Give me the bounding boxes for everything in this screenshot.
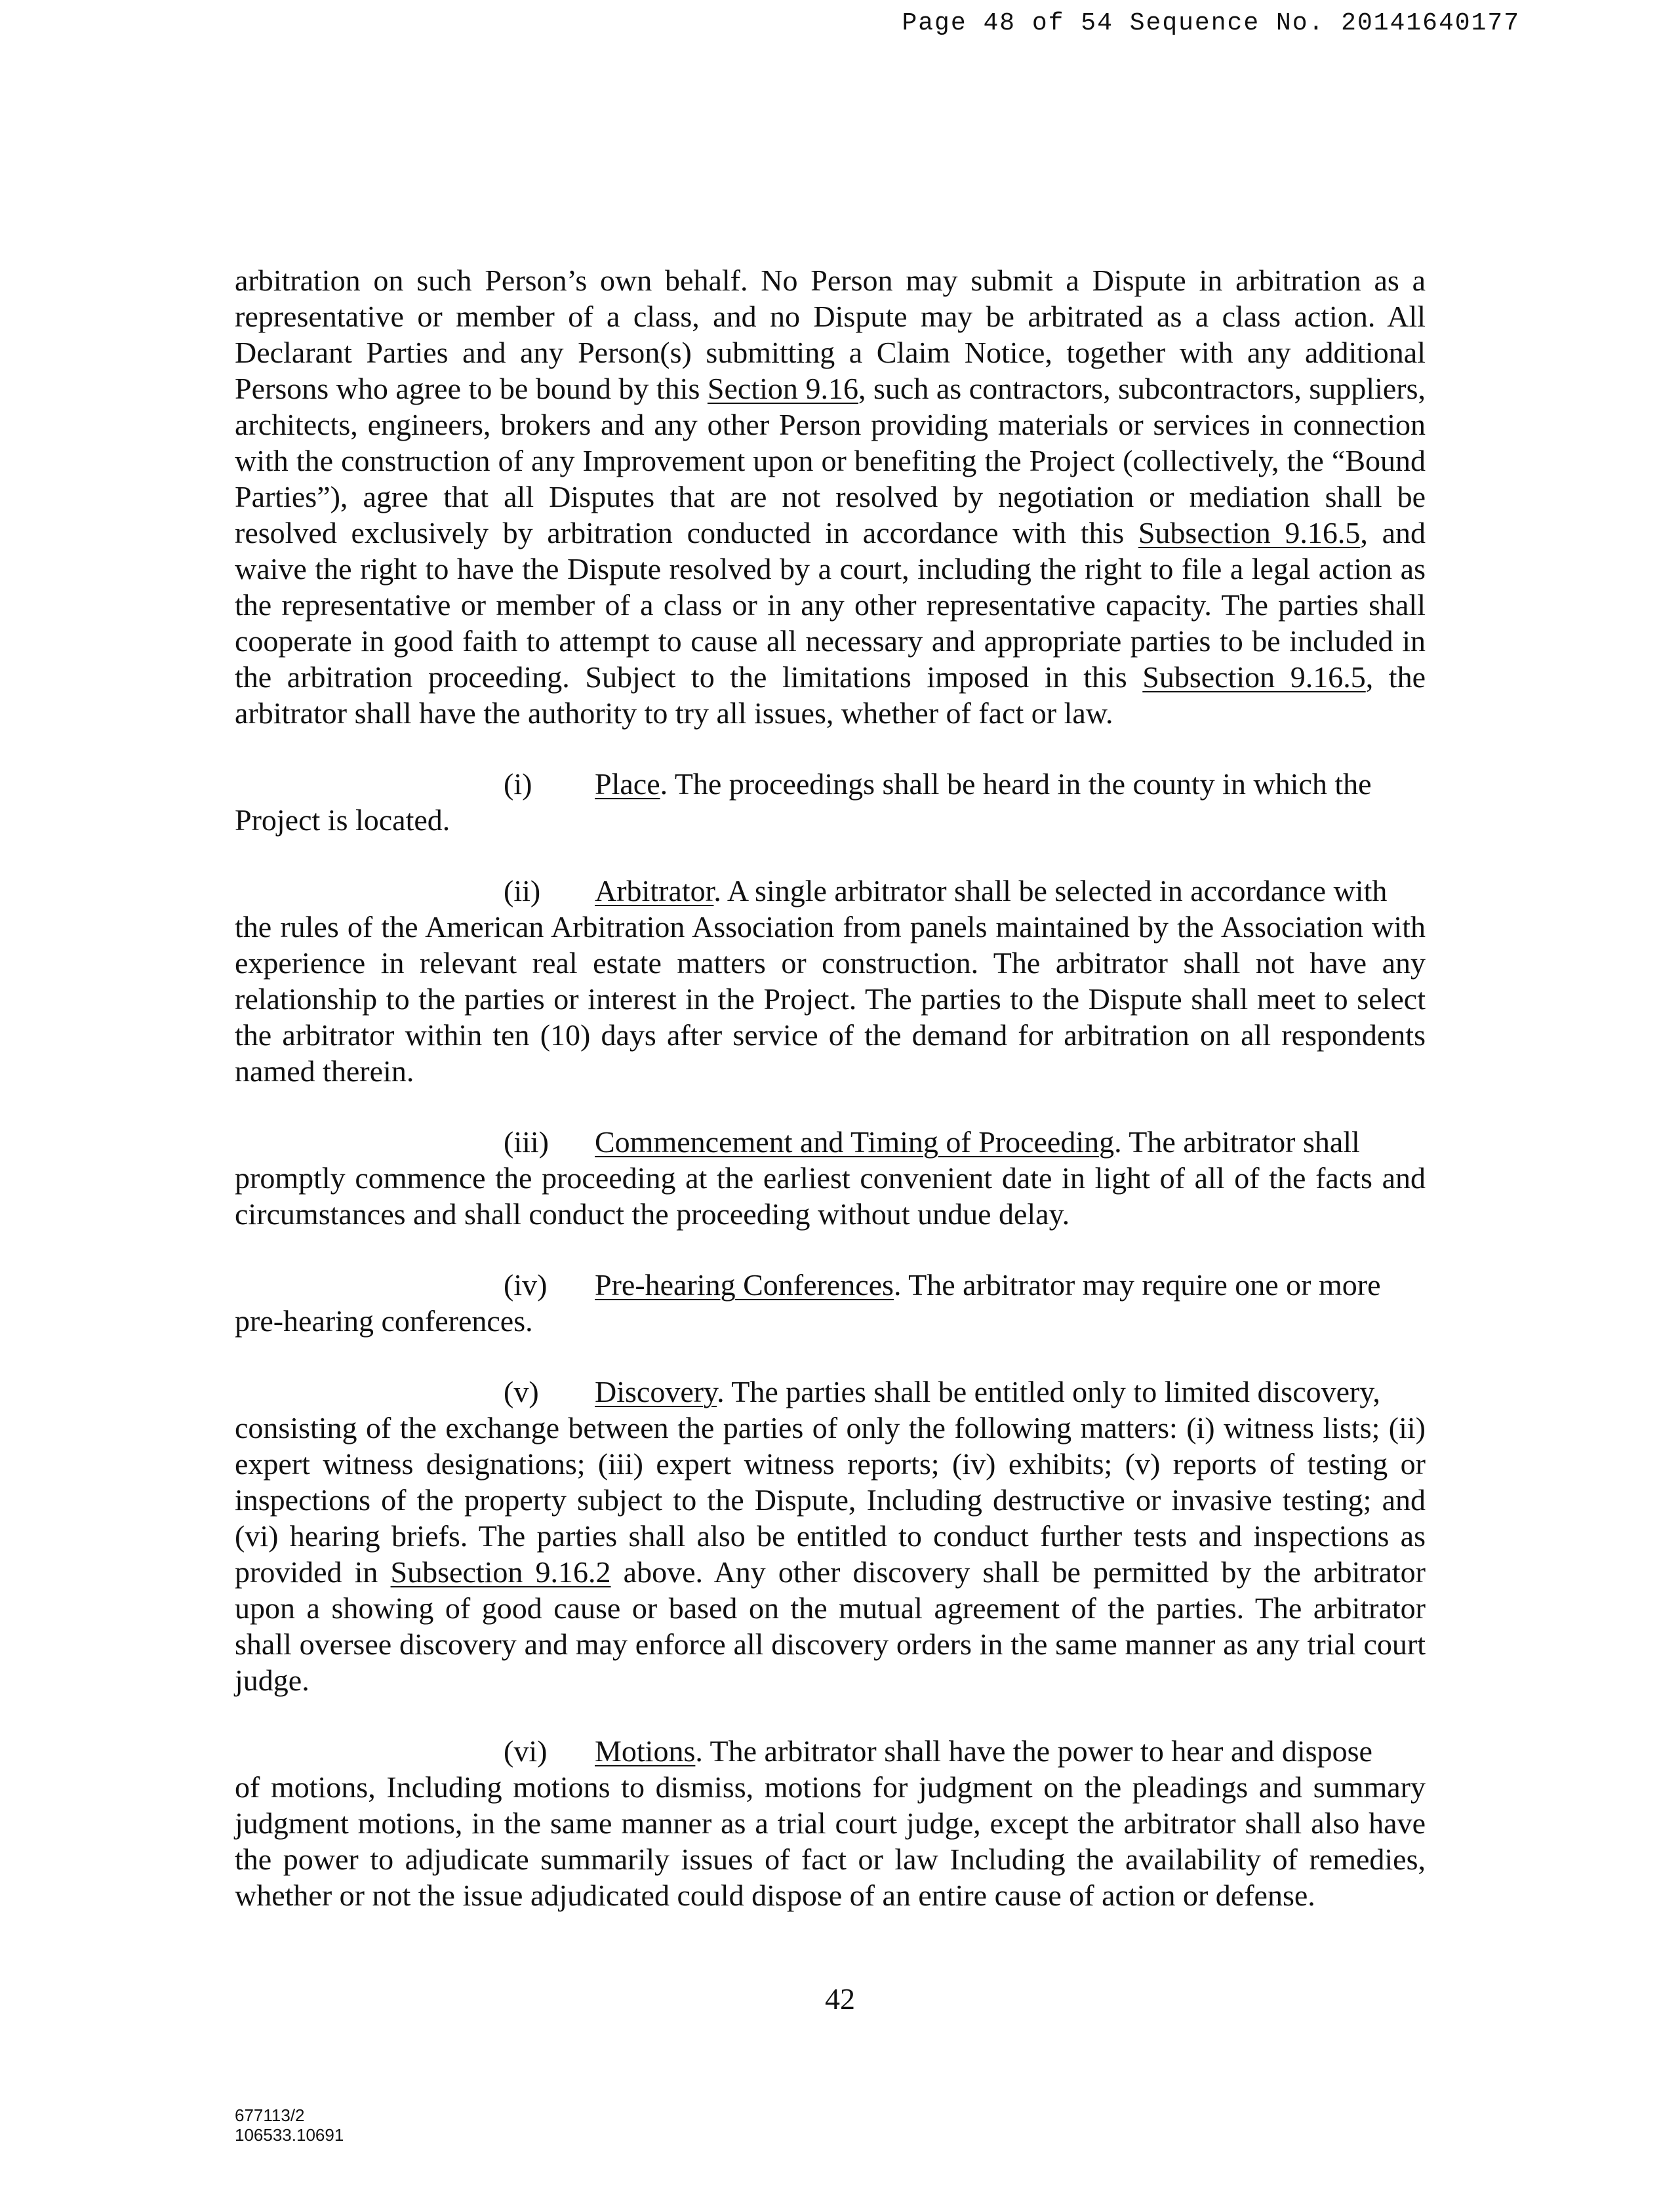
item-number: (v) [504, 1375, 539, 1408]
item-body-text-2: above. Any other discovery shall be permitted by the arbitrator upon a showing of good cause or based on the mutual agreement of the parties. The arbitrator shall oversee discovery and may enforce all discovery orders in the same manner as any trial court judge. [235, 1555, 1426, 1697]
intro-text-1: arbitration on such Person’s own behalf. No Person may submit a Dispute in arbitration as a representative or member of a class, and no Dispute may be arbitrated as a class action. All Declarant Parties and any Person(s) submitting a Claim Notice, together with any additional Persons who agree to be bound by this [235, 264, 1426, 405]
subsection-commencement [235, 1124, 1426, 1232]
item-body: the rules of the American Arbitration Association from panels maintained by the Association with experience in relevant real estate matters or construction. The arbitrator shall not have any relationship to the parties or interest in the Project. The parties to the Dispute shall meet to select the arbitrator within ten (10) days after service of the demand for arbitration on all respondents named therein. [235, 910, 1426, 1088]
item-body: of motions, Including motions to dismiss, motions for judgment on the pleadings and summary judgment motions, in the same manner as a trial court judge, except the arbitrator shall also have the power to adjudicate summarily issues of fact or law Including the availability of remedies, whether or not the issue adjudicated could dispose of an entire cause of action or defense. [235, 1770, 1426, 1912]
subsection-reference: Subsection 9.16.5 [1138, 516, 1361, 549]
intro-paragraph [235, 262, 1426, 731]
item-number: (vi) [504, 1734, 548, 1768]
item-first-line: . A single arbitrator shall be selected in accordance with [713, 874, 1388, 907]
subsection-arbitrator [235, 873, 1426, 1089]
subsection-reference: Subsection 9.16.5 [1142, 660, 1366, 694]
item-title: Commencement and Timing of Proceeding [595, 1125, 1115, 1159]
footer-code-1: 677113/2 [235, 2105, 305, 2125]
subsection-discovery [235, 1374, 1426, 1698]
item-number: (ii) [504, 874, 541, 907]
item-title: Place [595, 767, 660, 801]
subsection-prehearing [235, 1267, 1426, 1339]
subsection-reference: Subsection 9.16.2 [390, 1555, 611, 1589]
item-body: promptly commence the proceeding at the earliest convenient date in light of all of the facts and circumstances and shall conduct the proceeding without undue delay. [235, 1161, 1426, 1231]
item-title: Arbitrator [595, 874, 714, 907]
page-header: Page 48 of 54 Sequence No. 20141640177 [902, 9, 1520, 37]
item-number: (iii) [504, 1125, 549, 1159]
item-title: Pre-hearing Conferences [595, 1268, 894, 1302]
item-first-line: . The arbitrator shall [1114, 1125, 1360, 1159]
item-first-line: . The proceedings shall be heard in the county in which the [660, 767, 1372, 801]
item-first-line: . The arbitrator may require one or more [893, 1268, 1381, 1302]
footer-document-codes [235, 2105, 344, 2145]
item-first-line: . The parties shall be entitled only to limited discovery, [717, 1375, 1380, 1408]
item-number: (iv) [504, 1268, 548, 1302]
item-number: (i) [504, 767, 532, 801]
item-body-text-1: consisting of the exchange between the parties of only the following matters: (i) witness lists; (ii) expert witness designations; (iii) expert witness reports; (iv) exhibits; (v) reports of testing or inspections of the property subject to the Dispute, Including destructive or invasive testing; and (vi) hearing briefs. The parties shall also be entitled to conduct further tests and inspections as provided in [235, 1411, 1426, 1589]
section-reference: Section 9.16 [707, 372, 858, 405]
item-title: Motions [595, 1734, 696, 1768]
item-title: Discovery [595, 1375, 717, 1408]
subsection-place [235, 766, 1426, 838]
footer-code-2: 106533.10691 [235, 2125, 344, 2145]
page-number: 42 [825, 1982, 855, 2016]
item-body: Project is located. [235, 803, 450, 837]
intro-text-3: , and waive the right to have the Dispute resolved by a court, including the right to file a legal action as the representative or member of a class or in any other representative capacity. The parties shall cooperate in good faith to attempt to cause all necessary and appropriate parties to be included in the arbitration proceeding. Subject to the limitations imposed in this [235, 516, 1426, 694]
item-body: pre-hearing conferences. [235, 1304, 533, 1338]
document-body [235, 262, 1426, 1913]
item-body [235, 1410, 1426, 1698]
subsection-motions [235, 1733, 1426, 1913]
intro-text-4: , the arbitrator shall have the authority to try all issues, whether of fact or law. [235, 660, 1426, 730]
intro-text-2: , such as contractors, subcontractors, suppliers, architects, engineers, brokers and any other Person providing materials or services in connection with the construction of any Improvement upon or benefiting the Project (collectively, the “Bound Parties”), agree that all Disputes that are not resolved by negotiation or mediation shall be resolved exclusively by arbitration conducted in accordance with this [235, 372, 1426, 549]
item-first-line: . The arbitrator shall have the power to hear and dispose [695, 1734, 1372, 1768]
